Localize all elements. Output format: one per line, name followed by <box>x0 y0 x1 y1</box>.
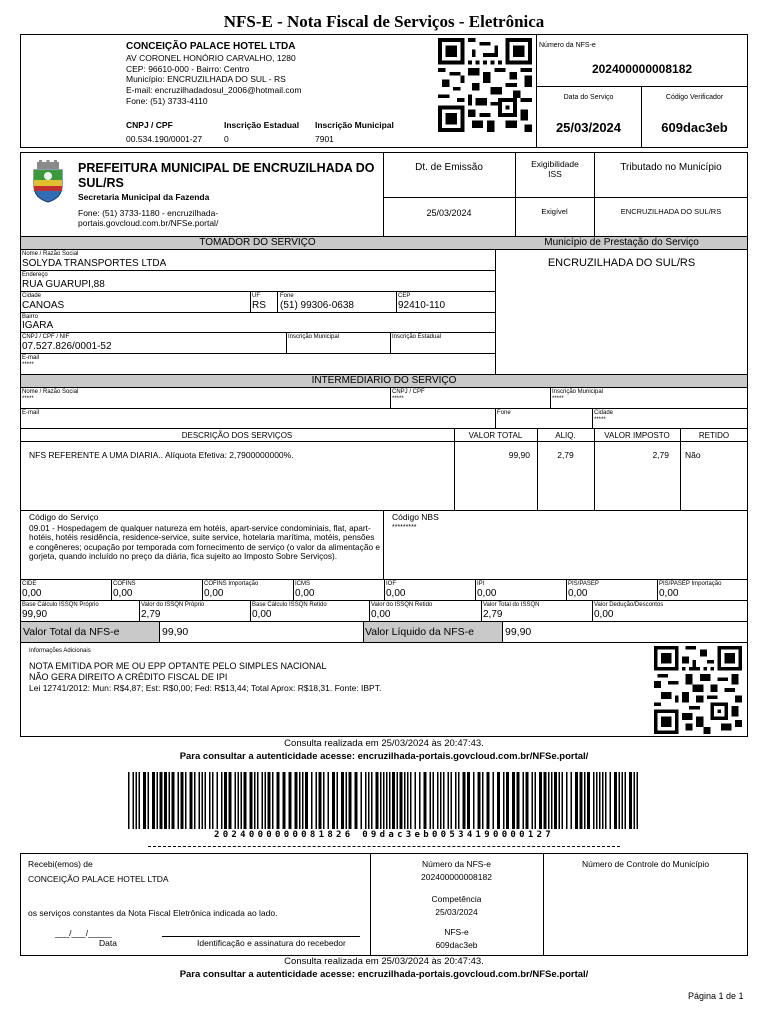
tributo-value: 0,00 <box>568 588 588 599</box>
recibo-date-blank: ___/___/_____ <box>55 928 112 938</box>
recibo-nfse-code: 609dac3eb <box>435 940 478 950</box>
intermediario-im: ***** <box>552 396 564 402</box>
col-aliq: ALIQ. <box>555 431 576 440</box>
secretaria: Secretaria Municipal da Fazenda <box>78 192 210 202</box>
tributo-value: 0,00 <box>386 588 406 599</box>
base-value: 0,00 <box>252 609 272 620</box>
tributado-label: Tributado no Município <box>620 162 722 173</box>
tomador-nome: SOLYDA TRANSPORTES LTDA <box>22 258 167 269</box>
emitter-ie-label: Inscrição Estadual <box>224 120 300 130</box>
service-description: NFS REFERENTE A UMA DIARIA.. Alíquota Efetiva: 2,7900000000%. <box>29 450 294 460</box>
tomador-fone: (51) 99306-0638 <box>280 300 354 311</box>
tributo-value: 0,00 <box>659 588 679 599</box>
nfse-number-label: Número da NFS-e <box>539 42 596 49</box>
intermediario-im-label: Inscrição Municipal <box>552 389 604 395</box>
tomador-im-label: Inscrição Municipal <box>288 334 340 340</box>
recibo-servicos-text: os serviços constantes da Nota Fiscal Eletrônica indicada ao lado. <box>28 908 278 918</box>
intermediario-cidade-label: Cidade <box>594 410 614 416</box>
intermediario-header: INTERMEDIÁRIO DO SERVIÇO <box>311 375 457 386</box>
tomador-bairro: IGARA <box>22 320 54 331</box>
intermediario-cnpj-label: CNPJ / CPF <box>392 389 425 395</box>
tomador-cep-label: CEP <box>398 293 411 299</box>
col-valor-imposto: VALOR IMPOSTO <box>604 431 670 440</box>
service-retido: Não <box>685 450 701 460</box>
recibo-controle-label: Número de Controle do Município <box>581 859 710 869</box>
verification-code-label: Código Verificador <box>665 94 724 101</box>
prefeitura-name: PREFEITURA MUNICIPAL DE ENCRUZILHADA DO SUL/RS <box>78 161 375 190</box>
recibo-recebi-name: CONCEIÇÃO PALACE HOTEL LTDA <box>28 874 169 884</box>
tributo-label: IOF <box>386 581 396 587</box>
barcode-icon <box>128 772 640 829</box>
tomador-email: ***** <box>22 362 34 368</box>
tomador-ie-label: Inscrição Estadual <box>392 334 442 340</box>
info-adicionais-label: Informações Adicionais <box>29 648 91 654</box>
base-label: Base Cálculo ISSQN Próprio <box>22 602 99 608</box>
info-line: NOTA EMITIDA POR ME OU EPP OPTANTE PELO SIMPLES NACIONAL <box>29 661 327 671</box>
qr-code-icon <box>436 38 534 132</box>
info-line: NÃO GERA DIREITO A CRÉDITO FISCAL DE IPI <box>29 672 228 682</box>
intermediario-cnpj: ***** <box>392 396 404 402</box>
intermediario-email-label: E-mail <box>22 410 40 416</box>
service-imposto: 2,79 <box>652 450 669 460</box>
intermediario-nome: ***** <box>22 396 34 402</box>
emitter-cnpj: 00.534.190/0001-27 <box>126 134 203 144</box>
recibo-data-label: Data <box>99 938 117 948</box>
exigibilidade-value: Exigível <box>541 207 568 216</box>
recibo-competencia: 25/03/2024 <box>435 907 478 917</box>
emissao-date: 25/03/2024 <box>426 208 472 218</box>
base-label: Valor do ISSQN Próprio <box>141 602 205 608</box>
tributo-label: COFINS <box>113 581 136 587</box>
valor-liquido: 99,90 <box>505 626 532 638</box>
tomador-header: TOMADOR DO SERVIÇO <box>199 237 316 248</box>
page-title: NFS-E - Nota Fiscal de Serviços - Eletrônica <box>223 12 545 31</box>
emitter-name: CONCEIÇÃO PALACE HOTEL LTDA <box>126 41 296 52</box>
tributo-value: 0,00 <box>22 588 42 599</box>
emitter-ie: 0 <box>224 134 229 144</box>
consulta-realizada: Consulta realizada em 25/03/2024 às 20:47:43. <box>284 738 484 749</box>
base-value: 0,00 <box>371 609 391 620</box>
exigibilidade-label: Exigibilidade ISS <box>531 159 579 180</box>
emitter-im: 7901 <box>315 134 334 144</box>
nfse-number: 202400000008182 <box>591 62 693 76</box>
base-label: Valor do ISSQN Retido <box>371 602 433 608</box>
tributo-label: IPI <box>477 581 485 587</box>
tomador-cnpj-label: CNPJ / CPF / NIF <box>22 334 70 340</box>
emitter-address: AV CORONEL HONÓRIO CARVALHO, 1280 <box>126 53 296 63</box>
emitter-email: E-mail: encruzilhadadosul_2006@hotmail.com <box>126 85 302 95</box>
tributo-value: 0,00 <box>295 588 315 599</box>
recibo-competencia-label: Competência <box>431 894 482 904</box>
tributado-value: ENCRUZILHADA DO SUL/RS <box>620 207 722 216</box>
col-valor-total: VALOR TOTAL <box>468 431 523 440</box>
tributo-label: PIS/PASEP <box>568 581 599 587</box>
prefeitura-fone: Fone: (51) 3733-1180 - encruzilhada-portais.govcloud.com.br/NFSe.portal/ <box>78 208 219 229</box>
intermediario-fone-label: Fone <box>497 410 511 416</box>
col-retido: RETIDO <box>698 431 730 440</box>
consulta-realizada-bottom: Consulta realizada em 25/03/2024 às 20:47:43. <box>284 956 484 967</box>
tributo-label: COFINS Importação <box>204 581 259 587</box>
col-descricao: DESCRIÇÃO DOS SERVIÇOS <box>181 431 293 440</box>
intermediario-cidade: ***** <box>594 417 606 423</box>
valor-total: 99,90 <box>162 626 189 638</box>
valor-total-label: Valor Total da NFS-e <box>23 626 120 638</box>
tributo-label: CIDE <box>22 581 37 587</box>
codigo-nbs-label: Código NBS <box>392 512 439 522</box>
base-label: Valor Dedução/Descontos <box>594 602 664 608</box>
page-number: Página 1 de 1 <box>688 991 744 1001</box>
municipio-prestacao-header: Município de Prestação do Serviço <box>544 237 699 248</box>
base-label: Base Cálculo ISSQN Retido <box>252 602 327 608</box>
consulta-autenticidade-bottom: Para consultar a autenticidade acesse: encruzilhada-portais.govcloud.com.br/NFSe.portal/ <box>179 969 589 980</box>
tributo-label: PIS/PASEP Importação <box>659 581 722 587</box>
tomador-bairro-label: Bairro <box>22 314 39 320</box>
base-label: Valor Total do ISSQN <box>483 602 540 608</box>
tributo-value: 0,00 <box>477 588 497 599</box>
codigo-servico-label: Código do Serviço <box>29 512 99 522</box>
valor-liquido-label: Valor Líquido da NFS-e <box>365 626 474 638</box>
emitter-municipio: Município: ENCRUZILHADA DO SUL - RS <box>126 74 286 84</box>
tomador-cidade: CANOAS <box>22 300 65 311</box>
consulta-autenticidade: Para consultar a autenticidade acesse: encruzilhada-portais.govcloud.com.br/NFSe.portal/ <box>179 751 589 762</box>
qr-code-icon <box>654 646 742 734</box>
service-date-label: Data do Serviço <box>563 94 614 101</box>
barcode-number: 2024000000081826 09dac3eb00534190000127 <box>213 830 555 840</box>
service-date: 25/03/2024 <box>555 120 622 135</box>
tomador-fone-label: Fone <box>280 293 294 299</box>
tomador-endereco: RUA GUARUPI,88 <box>22 279 105 290</box>
service-total: 99,90 <box>508 450 530 460</box>
base-value: 2,79 <box>483 609 503 620</box>
tomador-cep: 92410-110 <box>398 300 446 311</box>
intermediario-nome-label: Nome / Razão Social <box>22 389 79 395</box>
base-value: 0,00 <box>594 609 614 620</box>
tributo-label: ICMS <box>295 581 310 587</box>
verification-code: 609dac3eb <box>661 120 728 135</box>
tomador-uf: RS <box>252 300 266 311</box>
service-aliq: 2,79 <box>557 450 574 460</box>
tomador-cidade-label: Cidade <box>22 293 42 299</box>
tomador-cnpj: 07.527.826/0001-52 <box>22 341 112 352</box>
tomador-uf-label: UF <box>252 293 260 299</box>
tomador-email-label: E-mail <box>22 355 40 361</box>
recibo-nfse-label: NFS-e <box>444 927 469 937</box>
recibo-assinatura-label: Identificação e assinatura do recebedor <box>197 938 346 948</box>
info-line: Lei 12741/2012: Mun: R$4,87; Est: R$0,00; Fed: R$13,44; Total Aprox: R$18,31. Fonte: IBPT. <box>29 683 382 693</box>
municipio-prestacao-value: ENCRUZILHADA DO SUL/RS <box>547 257 696 269</box>
tributo-value: 0,00 <box>113 588 133 599</box>
recibo-numero: 202400000008182 <box>421 872 492 882</box>
emitter-cep: CEP: 96610-000 - Bairro: Centro <box>126 64 250 74</box>
tomador-endereco-label: Endereço <box>22 272 48 278</box>
coat-of-arms-icon <box>30 160 66 204</box>
recibo-recebi-label: Recebi(emos) de <box>28 859 93 869</box>
emitter-im-label: Inscrição Municipal <box>315 120 394 130</box>
recibo-numero-label: Número da NFS-e <box>422 859 491 869</box>
tributo-value: 0,00 <box>204 588 224 599</box>
codigo-nbs-value: ********* <box>392 524 417 531</box>
emissao-label: Dt. de Emissão <box>415 162 483 173</box>
tomador-nome-label: Nome / Razão Social <box>22 251 79 257</box>
emitter-cnpj-label: CNPJ / CPF <box>126 120 173 130</box>
base-value: 99,90 <box>22 609 48 620</box>
base-value: 2,79 <box>141 609 161 620</box>
codigo-servico-text: 09.01 - Hospedagem de qualquer natureza em hotéis, apart-service condominiais, flat, apart-hotéis, hotéis residência, residence-service, suite service, hotelaria marítima, motéis, pensões e congêneres; ocupação por temporada com fornecimento de serviço (o valor da alimentação e gorjeta, quando incluído no preço da diária, fica sujeito ao Imposto Sobre Serviços). <box>29 523 380 562</box>
emitter-fone: Fone: (51) 3733-4110 <box>126 96 208 106</box>
